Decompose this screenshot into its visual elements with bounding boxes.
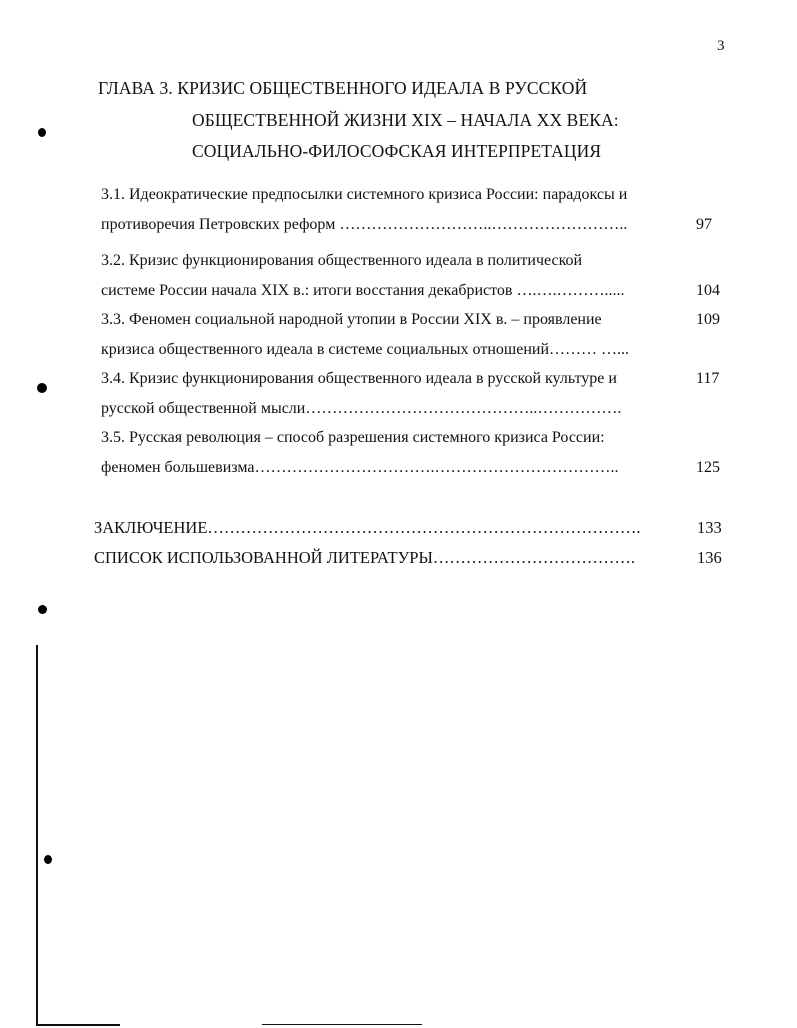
page-number: 3 (717, 38, 725, 54)
chapter-title-line-1: ГЛАВА 3. КРИЗИС ОБЩЕСТВЕННОГО ИДЕАЛА В РУССКОЙ (98, 78, 588, 98)
toc-entry-3-3-page: 109 (696, 311, 720, 328)
toc-entry-3-1-line-2: противоречия Петровских реформ ………………………..…………………….. (101, 216, 628, 233)
chapter-title-line-3: СОЦИАЛЬНО-ФИЛОСОФСКАЯ ИНТЕРПРЕТАЦИЯ (192, 141, 602, 161)
toc-entry-3-3-line-2: кризиса общественного идеала в системе социальных отношений……… …... (101, 341, 630, 358)
toc-entry-3-2-page: 104 (696, 282, 720, 299)
toc-entry-3-4-line-1: 3.4. Кризис функционирования общественного идеала в русской культуре и (101, 370, 617, 387)
toc-entry-3-1-page: 97 (696, 216, 712, 233)
toc-entry-3-4-page: 117 (696, 370, 720, 387)
binding-hole-mark (37, 383, 47, 393)
binding-hole-mark (44, 855, 52, 864)
bibliography-page: 136 (697, 548, 722, 567)
toc-entry-3-1-line-1: 3.1. Идеократические предпосылки системного кризиса России: парадоксы и (101, 186, 628, 203)
toc-entry-3-5-line-1: 3.5. Русская революция – способ разрешения системного кризиса России: (101, 429, 605, 446)
conclusion-page: 133 (697, 518, 722, 537)
toc-entry-3-2-line-2: системе России начала XIX в.: итоги восстания декабристов ….….………..... (101, 282, 625, 299)
conclusion-entry: ЗАКЛЮЧЕНИЕ……………………………………………………………………. (94, 518, 641, 537)
chapter-title-line-2: ОБЩЕСТВЕННОЙ ЖИЗНИ XIX – НАЧАЛА XX ВЕКА: (192, 110, 619, 130)
page-edge-line (36, 645, 38, 1026)
page-edge-line (262, 1024, 422, 1025)
toc-entry-3-5-page: 125 (696, 459, 720, 476)
page-edge-line (36, 1024, 120, 1026)
binding-hole-mark (38, 128, 46, 137)
toc-entry-3-2-line-1: 3.2. Кризис функционирования общественного идеала в политической (101, 252, 583, 269)
binding-hole-mark (38, 605, 47, 614)
bibliography-entry: СПИСОК ИСПОЛЬЗОВАННОЙ ЛИТЕРАТУРЫ………………………………. (94, 548, 635, 567)
toc-entry-3-3-line-1: 3.3. Феномен социальной народной утопии в России XIX в. – проявление (101, 311, 602, 328)
toc-entry-3-4-line-2: русской общественной мысли……………………………………..……………. (101, 400, 622, 417)
toc-entry-3-5-line-2: феномен большевизма…………………………….…………………………….. (101, 459, 619, 476)
